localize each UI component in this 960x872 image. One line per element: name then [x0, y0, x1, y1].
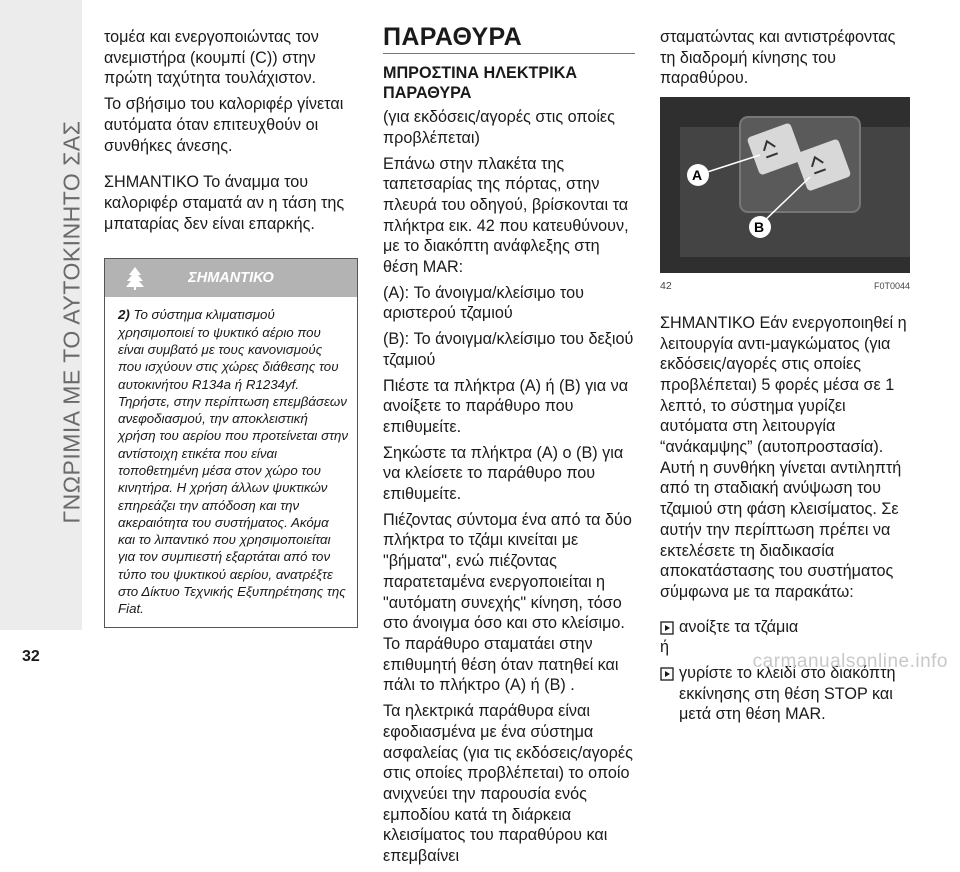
tree-icon — [122, 265, 148, 291]
figure-code: F0T0044 — [873, 281, 910, 292]
paragraph: (B): Το άνοιγμα/κλείσιμο του δεξιού τζαμιού — [383, 330, 634, 369]
or-text: ή — [660, 638, 670, 657]
callout-a-label: A — [692, 167, 703, 184]
warning-box — [104, 258, 358, 627]
column-3 — [660, 27, 910, 725]
paragraph: τομέα και ενεργοποιώντας τον ανεμιστήρα (κουμπί (C)) στην πρώτη ταχύτητα τουλάχιστον. — [104, 28, 319, 88]
paragraph: Τα ηλεκτρικά παράθυρα είναι εφοδιασμένα με ένα σύστημα ασφαλείας (για τις εκδόσεις/αγορές στις οποίες προβλέπεται) το οποίο ανιχνεύει την παρουσία ενός εμποδίου κατά τη διάρκεια κλεισίματος του παραθύρου και επεμβαίνει — [383, 702, 633, 866]
figure-number: 42 — [660, 280, 672, 293]
warning-header — [105, 259, 357, 297]
subsection-title: ΜΠΡΟΣΤΙΝΑ ΗΛΕΚΤΡΙΚΑ ΠΑΡΑΘΥΡΑ — [383, 63, 578, 103]
list-item-text: ανοίξτε τα τζάμια — [679, 617, 799, 636]
list-item — [660, 617, 910, 638]
section-title: ΠΑΡΑΘΥΡΑ — [383, 27, 635, 54]
paragraph: Σηκώστε τα πλήκτρα (A) ο (B) για να κλείσετε το παράθυρο που επιθυμείτε. — [383, 443, 624, 504]
arrow-bullet-icon — [660, 667, 674, 681]
paragraph-important: ΣΗΜΑΝΤΙΚΟ Το άναμμα του καλοριφέρ σταματά αν η τάση της μπαταρίας δεν είναι επαρκής. — [104, 173, 345, 233]
paragraph: Επάνω στην πλακέτα της ταπετσαρίας της πόρτας, στην πλευρά του οδηγού, βρίσκονται τα πλήκτρα εικ. 42 που κατευθύνουν, με το διακόπτη ανάφλεξης στη θέση MAR: — [383, 154, 629, 277]
figure-window-switches — [660, 97, 910, 273]
paragraph: (A): Το άνοιγμα/κλείσιμο του αριστερού τζαμιού — [383, 283, 584, 323]
paragraph: σταματώντας και αντιστρέφοντας τη διαδρομή κίνησης του παραθύρου. — [660, 28, 896, 88]
paragraph: Πιέζοντας σύντομα ένα από τα δύο πλήκτρα το τζάμι κινείται με "βήματα", ενώ πιέζοντας παρατεταμένα ενεργοποιείται η "αυτόματη συνεχής" κίνηση, τόσο στο άνοιγμα όσο και στο κλείσιμο. Το παράθυρο σταματάει στην επιθυμητή θέση όταν πατηθεί και πάλι το πλήκτρο (A) ή (B) . — [383, 510, 632, 695]
list-item-text: γυρίστε το κλειδί στο διακόπτη εκκίνησης στη θέση STOP και μετά στη θέση MAR. — [679, 664, 896, 724]
warning-text: Το σύστημα κλιματισμού χρησιμοποιεί το ψυκτικό αέριο που είναι συμβατό με τους κανονισμούς που ισχύουν στις χώρες διάθεσης του αυτοκινήτου R134a ή R1234yf. Τηρήστε, στην περίπτωση επεμβάσεων ανεφοδιασμού, την αποκλειστική χρήση του αερίου που προτείνεται στην αντίστοιχη ετικέτα που είναι τοποθετημένη μέσα στον χώρο του κινητήρα. Η χρήση άλλων ψυκτικών επηρεάζει την απόδοση και την ακεραιότητα του συστήματος. Ακόμα και το λιπαντικό που χρησιμοποιείται για τον συμπιεστή εξαρτάται από τον τύπο του ψυκτικού αερίου, ανατρέξτε στο Δίκτυο Τεχνικής Εξυπηρέτησης της Fiat. — [118, 307, 349, 617]
column-1 — [104, 27, 358, 628]
warning-number: 2) — [118, 307, 130, 323]
figure-caption — [660, 276, 910, 297]
page-number: 32 — [22, 648, 40, 665]
paragraph: (για εκδόσεις/αγορές στις οποίες προβλέπεται) — [383, 108, 615, 147]
paragraph-important: ΣΗΜΑΝΤΙΚΟ Εάν ενεργοποιηθεί η λειτουργία αντι-μαγκώματος (για εκδόσεις/αγορές στις οποίες προβλέπεται) 5 φορές μέσα σε 1 λεπτό, το σύστημα γυρίζει αυτόματα στη λειτουργία “ανάκαμψης” (αυτοπροστασία). Αυτή η συνθήκη γίνεται αντιληπτή από τη σταδιακή ανύψωση του τζαμιού στη φάση κλεισίματος. Σε αυτήν την περίπτωση πρέπει να εκτελέσετε τη διαδικασία αποκατάστασης του συστήματος σύμφωνα με τα παρακάτω: — [660, 313, 907, 601]
paragraph: Πιέστε τα πλήκτρα (A) ή (B) για να ανοίξετε το παράθυρο που επιθυμείτε. — [383, 376, 629, 436]
watermark-footer: carmanualsonline.info — [752, 651, 948, 672]
callout-b-label: B — [754, 219, 765, 236]
column-2 — [383, 23, 635, 872]
arrow-bullet-icon — [660, 621, 674, 635]
warning-body — [105, 297, 357, 626]
paragraph: Το σβήσιμο του καλοριφέρ γίνεται αυτόματα όταν επιτευχθούν οι συνθήκες άνεσης. — [104, 95, 344, 155]
warning-title: ΣΗΜΑΝΤΙΚΟ — [188, 269, 274, 286]
chapter-side-title: ΓΝΩΡΙΜΙΑ ΜΕ ΤΟ ΑΥΤΟΚΙΝΗΤΟ ΣΑΣ — [58, 120, 85, 524]
